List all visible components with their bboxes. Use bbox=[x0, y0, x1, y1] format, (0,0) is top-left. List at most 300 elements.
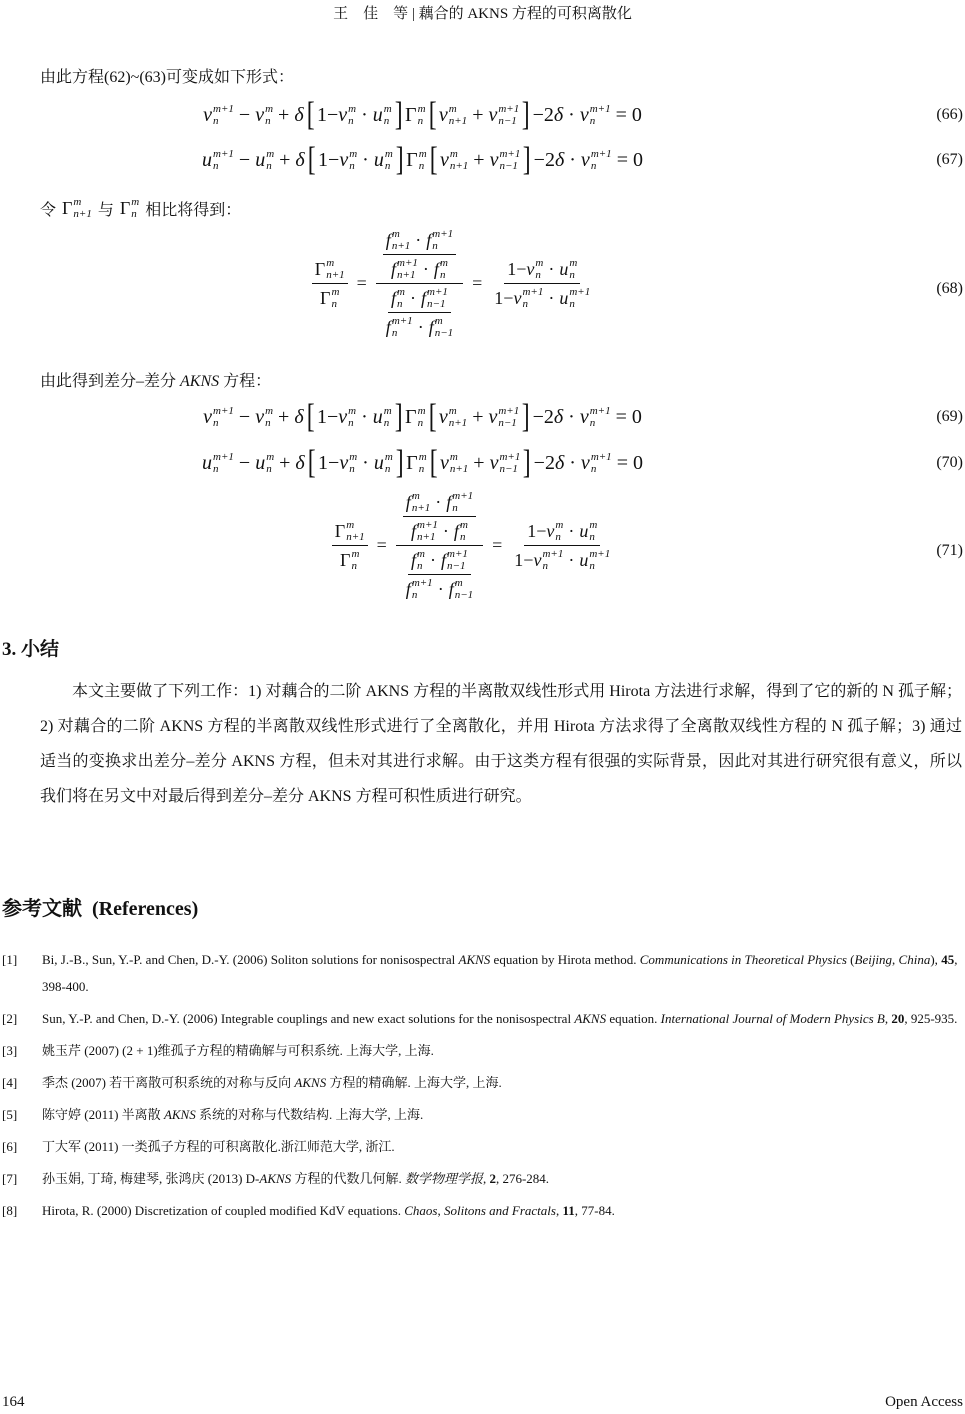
math-variable bbox=[339, 148, 357, 172]
variable-symbol: u bbox=[372, 103, 383, 126]
index-stack bbox=[326, 257, 344, 281]
index-stack bbox=[591, 148, 612, 172]
math-variable bbox=[533, 548, 563, 572]
math-symbol: = bbox=[615, 405, 627, 428]
reference-text: Sun, Y.-P. and Chen, D.-Y. (2006) Integrable couplings and new exact solutions for the nonisospectral AKNS equation. International Journal of Modern Physics B, 20, 925-935. bbox=[42, 1011, 958, 1026]
math-variable bbox=[449, 577, 473, 601]
superscript: m bbox=[326, 257, 335, 269]
bracket: ] bbox=[395, 444, 404, 481]
variable-symbol: u bbox=[559, 287, 569, 308]
variable-symbol: v bbox=[255, 103, 265, 126]
math-variable bbox=[391, 286, 405, 310]
index-stack bbox=[591, 451, 612, 475]
superscript: m bbox=[411, 490, 420, 502]
math-variable bbox=[203, 103, 234, 127]
index-stack bbox=[499, 148, 520, 172]
denominator bbox=[376, 284, 463, 339]
reference-item bbox=[0, 946, 965, 1000]
subscript: n bbox=[265, 115, 271, 127]
subscript: n bbox=[391, 327, 398, 339]
index-stack bbox=[452, 490, 473, 514]
reference-number: [6] bbox=[2, 1139, 18, 1154]
math-variable bbox=[488, 103, 519, 127]
math-symbol: + bbox=[472, 103, 484, 126]
subscript: n+1 bbox=[449, 160, 469, 172]
index-stack bbox=[418, 103, 426, 127]
math-symbol: −2 bbox=[532, 405, 554, 428]
math-symbol: + bbox=[278, 405, 290, 428]
math-variable bbox=[429, 315, 453, 339]
running-header: 王 佳 等 | 藕合的 AKNS 方程的可积离散化 bbox=[333, 6, 632, 22]
math-variable bbox=[440, 451, 468, 475]
variable-symbol: Γ bbox=[334, 520, 346, 541]
index-stack bbox=[397, 286, 405, 310]
subscript: n bbox=[542, 560, 548, 572]
variable-symbol: v bbox=[526, 258, 535, 279]
superscript: m+1 bbox=[397, 257, 418, 269]
reference-text: Hirota, R. (2000) Discretization of coupled modified KdV equations. Chaos, Solitons and Fractals, 11, 77-84. bbox=[42, 1203, 615, 1218]
superscript: m bbox=[434, 315, 443, 327]
variable-symbol: Γ bbox=[320, 287, 331, 308]
variable-symbol: v bbox=[203, 103, 213, 126]
variable-symbol: u bbox=[373, 148, 384, 171]
superscript: m bbox=[383, 405, 392, 417]
subscript: n−1 bbox=[499, 463, 518, 475]
math-symbol: + bbox=[279, 451, 291, 474]
variable-symbol: f bbox=[448, 578, 454, 599]
superscript: m bbox=[265, 103, 274, 115]
index-stack bbox=[542, 548, 563, 572]
math-symbol: = bbox=[376, 535, 387, 555]
subscript: n bbox=[331, 298, 337, 310]
variable-symbol: v bbox=[338, 103, 348, 126]
references-heading bbox=[2, 892, 198, 921]
math-variable bbox=[202, 148, 234, 172]
section-heading: 3. 小结 bbox=[2, 639, 60, 660]
variable-symbol: δ bbox=[295, 451, 305, 474]
superscript: m+1 bbox=[213, 405, 234, 417]
variable-symbol: f bbox=[453, 520, 459, 541]
math-symbol: 1− bbox=[494, 287, 514, 308]
reference-text: 姚玉芹 (2007) (2 + 1)维孤子方程的精确解与可积系统. 上海大学, 上海. bbox=[42, 1043, 434, 1058]
reference-number: [5] bbox=[2, 1107, 18, 1122]
superscript: m bbox=[266, 148, 275, 160]
variable-symbol: u bbox=[255, 148, 266, 171]
subscript: n+1 bbox=[346, 531, 365, 543]
math-symbol: = bbox=[615, 103, 627, 126]
superscript: m+1 bbox=[447, 548, 468, 560]
math-variable bbox=[406, 148, 427, 172]
numerator bbox=[403, 490, 476, 517]
variable-symbol: Γ bbox=[406, 451, 418, 474]
math-variable bbox=[559, 286, 590, 310]
math-variable bbox=[373, 103, 392, 127]
superscript: m bbox=[349, 451, 358, 463]
superscript: m bbox=[384, 148, 393, 160]
reference-number: [7] bbox=[2, 1171, 18, 1186]
numerator bbox=[504, 257, 580, 284]
text: 相比将得到： bbox=[145, 201, 242, 219]
superscript: m bbox=[535, 257, 544, 269]
variable-symbol: u bbox=[202, 451, 213, 474]
subscript: n bbox=[383, 115, 390, 127]
index-stack bbox=[419, 148, 427, 172]
math-symbol: · bbox=[361, 103, 368, 126]
math-variable bbox=[320, 286, 339, 310]
math-variable bbox=[439, 103, 467, 127]
superscript: m bbox=[555, 519, 564, 531]
index-stack bbox=[266, 148, 274, 172]
variable-symbol: v bbox=[488, 405, 498, 428]
variable-symbol: δ bbox=[294, 405, 304, 428]
fraction bbox=[403, 490, 476, 543]
subscript: n bbox=[417, 115, 424, 127]
subscript: n bbox=[569, 269, 575, 281]
subscript: n bbox=[432, 240, 438, 252]
subscript: n bbox=[349, 463, 355, 475]
math-variable bbox=[526, 257, 543, 281]
subscript: n bbox=[265, 417, 271, 429]
bracket: [ bbox=[428, 398, 437, 435]
subscript: n bbox=[439, 269, 446, 281]
fraction bbox=[396, 490, 483, 601]
denominator bbox=[383, 313, 456, 339]
subscript: n bbox=[266, 463, 272, 475]
equation-body bbox=[0, 228, 935, 339]
index-stack bbox=[419, 451, 427, 475]
math-symbol: · bbox=[442, 520, 449, 541]
math-variable bbox=[554, 406, 563, 429]
index-stack bbox=[73, 196, 91, 220]
reference-number: [4] bbox=[2, 1075, 18, 1090]
index-stack bbox=[349, 451, 357, 475]
subscript: n+1 bbox=[448, 115, 468, 127]
index-stack bbox=[435, 315, 453, 339]
superscript: m bbox=[454, 577, 463, 589]
index-stack bbox=[589, 548, 610, 572]
variable-symbol: δ bbox=[553, 405, 564, 428]
math-symbol: 1− bbox=[316, 103, 339, 126]
reference-number: [8] bbox=[2, 1203, 18, 1218]
footer-open-access: Open Access bbox=[885, 1394, 963, 1410]
variable-symbol: f bbox=[428, 316, 434, 337]
subscript: n+1 bbox=[448, 417, 468, 429]
index-stack bbox=[498, 405, 519, 429]
math-symbol: · bbox=[548, 287, 555, 308]
index-stack bbox=[412, 490, 430, 514]
index-stack bbox=[440, 257, 448, 281]
math-variable bbox=[555, 149, 564, 172]
index-stack bbox=[385, 148, 393, 172]
index-stack bbox=[266, 451, 274, 475]
superscript: m bbox=[73, 196, 82, 208]
bracket: [ bbox=[429, 141, 438, 178]
variable-symbol: f bbox=[391, 258, 397, 279]
variable-symbol: Γ bbox=[314, 258, 326, 279]
math-variable bbox=[580, 103, 611, 127]
index-stack bbox=[535, 257, 543, 281]
math-variable bbox=[440, 148, 468, 172]
superscript: m+1 bbox=[213, 148, 234, 160]
subscript: n bbox=[589, 417, 596, 429]
variable-symbol: f bbox=[441, 549, 447, 570]
subscript: n+1 bbox=[391, 240, 411, 252]
index-stack bbox=[450, 148, 468, 172]
variable-symbol: v bbox=[546, 520, 555, 541]
math-variable bbox=[339, 451, 357, 475]
subscript: n bbox=[384, 160, 391, 172]
reference-text: 丁大军 (2011) 一类孤子方程的可积离散化.浙江师范大学, 浙江. bbox=[42, 1139, 395, 1154]
index-stack bbox=[265, 405, 273, 429]
variable-symbol: v bbox=[580, 451, 590, 474]
equation-body bbox=[0, 143, 905, 177]
superscript: m+1 bbox=[590, 451, 612, 463]
summary-paragraph: 本文主要做了下列工作：1) 对藕合的二阶 AKNS 方程的半离散双线性形式用 Hirota 方法进行求解，得到了它的新的 N 孤子解；2) 对藕合的二阶 AKNS 方程的半离散双线性形式进行了全离散化，并用 Hirota 方法求得了全离散双线性方程的 N 孤子解；3) 通过适当的变换求出差分–差分 AKNS 方程，但未对其进行求解。由于这类方程有很强的实际背景，因此对其进行研究很有意义，所以我们将在另文中对最后得到差分–差分 AKNS 方程可积性质进行研究。 bbox=[40, 683, 962, 805]
subscript: n bbox=[397, 298, 403, 310]
math-variable bbox=[406, 490, 430, 514]
math-variable bbox=[411, 519, 438, 543]
subscript: n−1 bbox=[498, 417, 517, 429]
variable-symbol: v bbox=[579, 103, 589, 126]
variable-symbol: v bbox=[579, 405, 589, 428]
text: 由此得到差分–差分 bbox=[40, 373, 177, 390]
superscript: m+1 bbox=[417, 519, 438, 531]
variable-symbol: v bbox=[339, 451, 349, 474]
superscript: m+1 bbox=[427, 286, 448, 298]
superscript: m+1 bbox=[589, 103, 611, 115]
index-stack bbox=[397, 257, 418, 281]
math-variable bbox=[294, 406, 303, 429]
superscript: m+1 bbox=[542, 548, 564, 560]
index-stack bbox=[213, 451, 234, 475]
subscript: n bbox=[351, 560, 357, 572]
reference-item bbox=[0, 1133, 965, 1160]
superscript: m+1 bbox=[590, 148, 612, 160]
variable-symbol: f bbox=[391, 287, 397, 308]
superscript: m+1 bbox=[569, 286, 591, 298]
subscript: n−1 bbox=[498, 115, 517, 127]
numerator bbox=[524, 519, 600, 546]
variable-symbol: f bbox=[385, 229, 391, 250]
variable-symbol: v bbox=[438, 405, 448, 428]
denominator bbox=[337, 546, 362, 572]
math-symbol: −2 bbox=[533, 148, 555, 171]
math-symbol: = bbox=[356, 273, 367, 293]
variable-symbol: u bbox=[559, 258, 569, 279]
subscript: n bbox=[590, 463, 597, 475]
math-variable bbox=[338, 103, 356, 127]
superscript: m bbox=[349, 148, 358, 160]
math-variable bbox=[62, 196, 92, 220]
math-variable bbox=[454, 519, 468, 543]
inline-math bbox=[120, 196, 139, 220]
superscript: m+1 bbox=[213, 451, 234, 463]
subscript: n+1 bbox=[73, 208, 92, 220]
superscript: m+1 bbox=[411, 577, 433, 589]
index-stack bbox=[569, 257, 577, 281]
subscript: n bbox=[384, 463, 391, 475]
index-stack bbox=[522, 286, 543, 310]
subscript: n+1 bbox=[449, 463, 469, 475]
math-symbol: · bbox=[568, 549, 575, 570]
math-symbol: = bbox=[616, 148, 628, 171]
text: 参考文献 bbox=[2, 898, 82, 920]
index-stack bbox=[449, 103, 467, 127]
math-symbol: 1− bbox=[318, 451, 340, 474]
superscript: m bbox=[397, 286, 405, 298]
superscript: m bbox=[449, 148, 458, 160]
fraction bbox=[376, 228, 463, 339]
variable-symbol: u bbox=[202, 148, 213, 171]
bracket: ] bbox=[521, 96, 530, 133]
subscript: n bbox=[589, 115, 596, 127]
index-stack bbox=[449, 405, 467, 429]
math-symbol: 1− bbox=[316, 405, 339, 428]
superscript: m bbox=[418, 451, 427, 463]
index-stack bbox=[447, 548, 468, 572]
superscript: m+1 bbox=[499, 451, 521, 463]
denominator bbox=[388, 255, 451, 281]
math-variable bbox=[255, 148, 274, 172]
subscript: n bbox=[590, 160, 597, 172]
variable-symbol: u bbox=[373, 451, 384, 474]
variable-symbol: Γ bbox=[62, 197, 73, 218]
index-stack bbox=[417, 548, 425, 572]
math-variable bbox=[439, 405, 467, 429]
superscript: m+1 bbox=[498, 103, 520, 115]
bracket: [ bbox=[307, 141, 316, 178]
math-variable bbox=[488, 405, 519, 429]
math-symbol: · bbox=[568, 520, 575, 541]
superscript: m bbox=[383, 103, 392, 115]
equation-number: (67) bbox=[936, 151, 963, 168]
numerator bbox=[332, 519, 368, 546]
math-variable bbox=[441, 548, 468, 572]
index-stack bbox=[590, 103, 611, 127]
math-symbol: + bbox=[473, 148, 485, 171]
equation-number: (66) bbox=[936, 106, 963, 123]
math-variable bbox=[559, 257, 577, 281]
math-variable bbox=[374, 148, 393, 172]
math-symbol: + bbox=[279, 148, 291, 171]
fraction bbox=[383, 228, 456, 281]
index-stack bbox=[417, 519, 438, 543]
subscript: n+1 bbox=[417, 531, 436, 543]
subscript: n bbox=[349, 160, 355, 172]
reference-text: 季杰 (2007) 若干离散可积系统的对称与反向 AKNS 方程的精确解. 上海大学, 上海. bbox=[42, 1075, 502, 1090]
superscript: m+1 bbox=[522, 286, 544, 298]
subscript: n bbox=[213, 160, 219, 172]
subscript: n+1 bbox=[397, 269, 416, 281]
math-variable bbox=[315, 257, 345, 281]
index-stack bbox=[555, 519, 563, 543]
variable-symbol: Γ bbox=[405, 103, 417, 126]
reference-list bbox=[0, 946, 965, 1229]
reference-text: Bi, J.-B., Sun, Y.-P. and Chen, D.-Y. (2006) Soliton solutions for nonisospectral AKNS equation by Hirota method. Communications in Theoretical Physics (Beijing, China), 45, 398-400. bbox=[42, 952, 958, 994]
text: 令 bbox=[40, 201, 57, 219]
variable-symbol: δ bbox=[554, 148, 565, 171]
superscript: m+1 bbox=[452, 490, 474, 502]
math-symbol: 0 bbox=[632, 451, 643, 474]
denominator bbox=[403, 575, 476, 601]
math-symbol: − bbox=[238, 405, 251, 428]
index-stack bbox=[213, 148, 234, 172]
math-variable bbox=[295, 149, 304, 172]
math-variable bbox=[434, 257, 448, 281]
math-variable bbox=[374, 451, 393, 475]
text: 方程： bbox=[223, 373, 272, 390]
subscript: n bbox=[459, 531, 466, 543]
index-stack bbox=[331, 286, 339, 310]
superscript: m+1 bbox=[498, 405, 520, 417]
math-symbol: · bbox=[568, 103, 575, 126]
subscript: n bbox=[452, 502, 458, 514]
subscript: n bbox=[348, 417, 354, 429]
index-stack bbox=[418, 405, 426, 429]
math-symbol: · bbox=[422, 258, 429, 279]
subscript: n bbox=[131, 208, 137, 220]
variable-symbol: v bbox=[439, 451, 449, 474]
superscript: m bbox=[448, 405, 457, 417]
index-stack bbox=[131, 196, 139, 220]
math-variable bbox=[120, 196, 139, 220]
math-variable bbox=[386, 315, 413, 339]
numerator bbox=[383, 228, 456, 255]
denominator bbox=[491, 284, 593, 310]
math-symbol: 1− bbox=[514, 549, 534, 570]
math-symbol: − bbox=[238, 148, 251, 171]
variable-symbol: v bbox=[339, 148, 349, 171]
math-variable bbox=[579, 519, 597, 543]
denominator bbox=[511, 546, 613, 572]
subscript: n bbox=[418, 463, 425, 475]
superscript: m+1 bbox=[213, 103, 234, 115]
superscript: m bbox=[417, 103, 426, 115]
index-stack bbox=[351, 548, 359, 572]
fraction bbox=[332, 519, 368, 572]
reference-item bbox=[0, 1165, 965, 1192]
numerator bbox=[396, 490, 483, 546]
math-variable bbox=[255, 103, 273, 127]
variable-symbol: δ bbox=[294, 103, 304, 126]
bracket: [ bbox=[306, 398, 315, 435]
variable-symbol: f bbox=[411, 549, 417, 570]
math-symbol: · bbox=[569, 148, 576, 171]
math-variable bbox=[294, 104, 303, 127]
superscript: m bbox=[384, 451, 393, 463]
variable-symbol: u bbox=[372, 405, 383, 428]
index-stack bbox=[460, 519, 468, 543]
text: AKNS bbox=[180, 373, 220, 390]
math-symbol: = bbox=[616, 451, 628, 474]
subscript: n bbox=[213, 463, 219, 475]
math-variable bbox=[581, 148, 612, 172]
math-variable bbox=[203, 405, 234, 429]
equation-number: (71) bbox=[936, 542, 963, 559]
subscript: n bbox=[417, 417, 424, 429]
index-stack bbox=[427, 286, 448, 310]
index-stack bbox=[499, 451, 520, 475]
index-stack bbox=[432, 228, 453, 252]
reference-item bbox=[0, 1069, 965, 1096]
equation-body bbox=[0, 98, 905, 132]
bracket: [ bbox=[428, 96, 437, 133]
index-stack bbox=[213, 103, 234, 127]
superscript: m bbox=[331, 286, 340, 298]
variable-symbol: f bbox=[446, 491, 452, 512]
index-stack bbox=[392, 228, 410, 252]
superscript: m bbox=[131, 196, 140, 208]
